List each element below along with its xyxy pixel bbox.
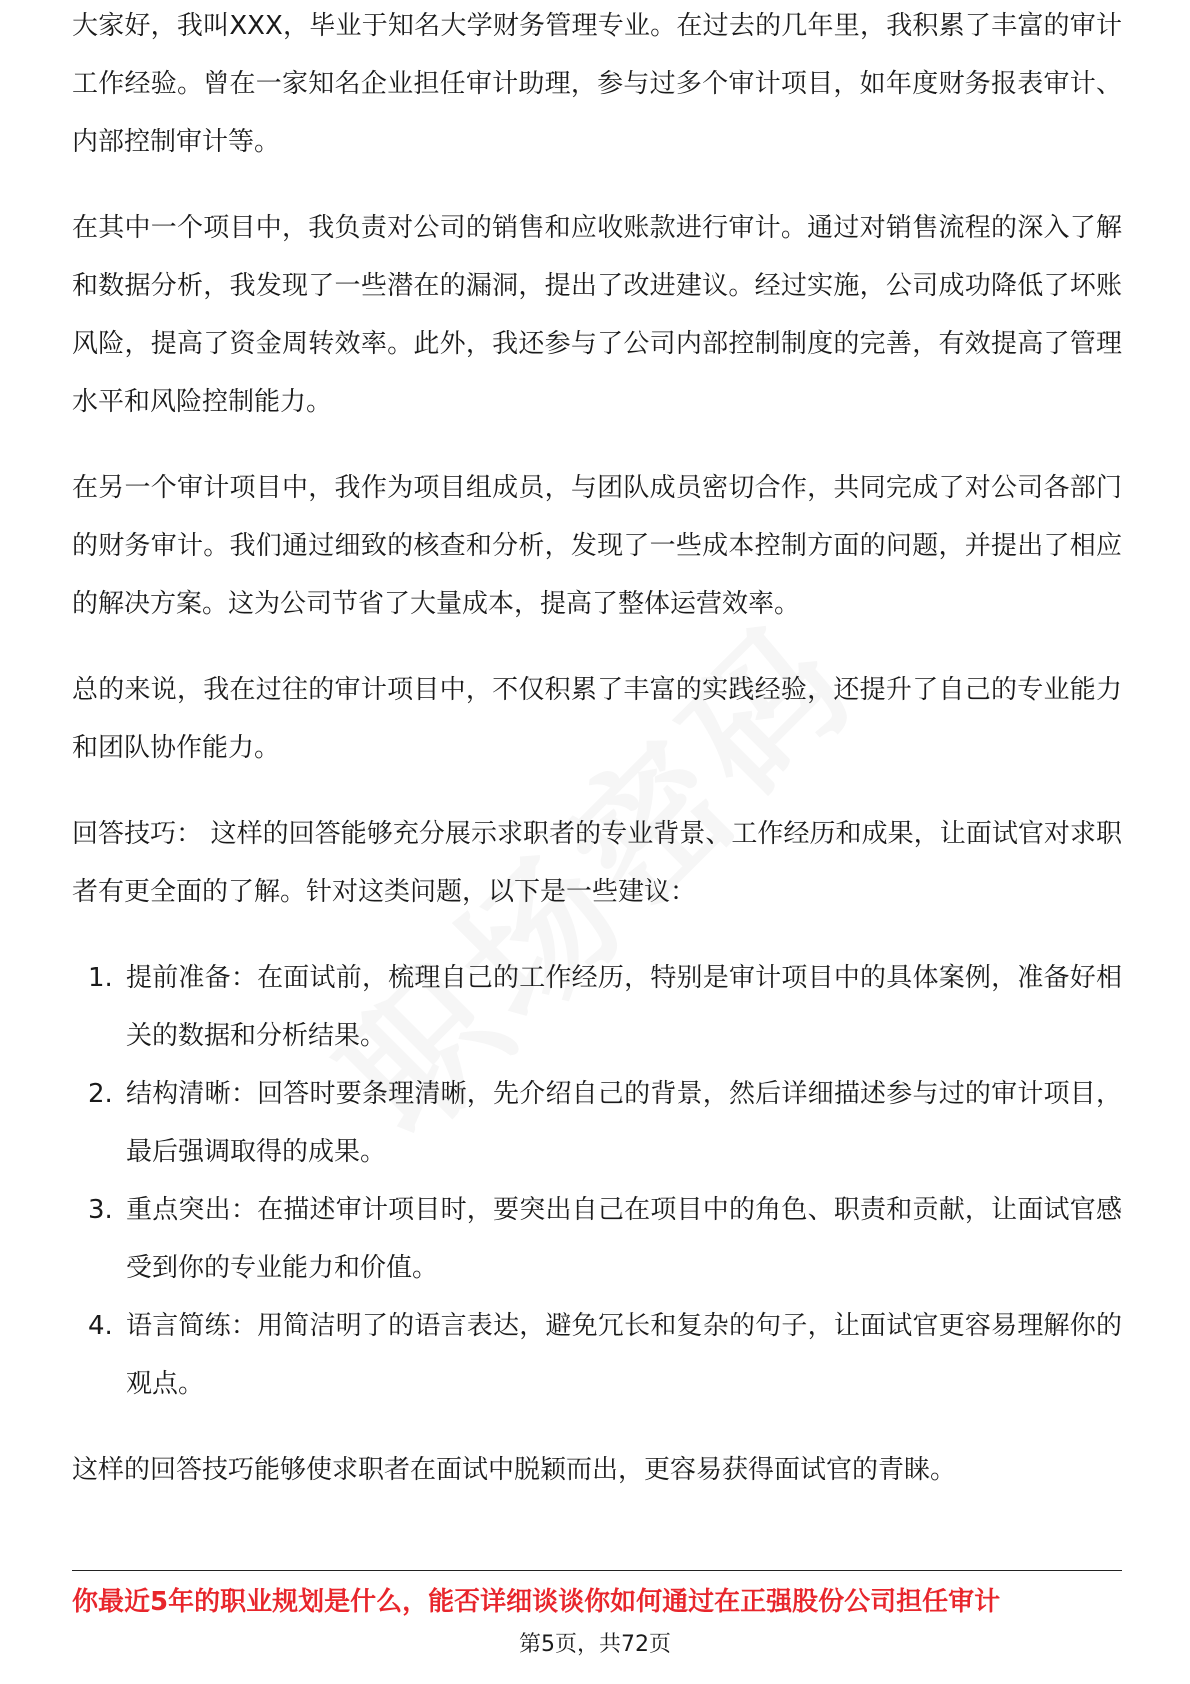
tips-intro-paragraph: 回答技巧： 这样的回答能够充分展示求职者的专业背景、工作经历和成果，让面试官对求职者有更全面的了解。针对这类问题，以下是一些建议： (72, 819, 1122, 907)
list-item-text: 结构清晰：回答时要条理清晰，先介绍自己的背景，然后详细描述参与过的审计项目，最后强调取得的成果。 (126, 1079, 1122, 1167)
project-paragraph-2: 在另一个审计项目中，我作为项目组成员，与团队成员密切合作，共同完成了对公司各部门的财务审计。我们通过细致的核查和分析，发现了一些成本控制方面的问题，并提出了相应的解决方案。这为公司节省了大量成本，提高了整体运营效率。 (72, 473, 1122, 619)
list-item-number: 3. (88, 1195, 113, 1225)
list-item (72, 1181, 1122, 1297)
list-item-text: 重点突出：在描述审计项目时，要突出自己在项目中的角色、职责和贡献，让面试官感受到你的专业能力和价值。 (126, 1195, 1122, 1283)
section-divider (72, 1570, 1122, 1571)
list-item-number: 2. (88, 1079, 113, 1109)
list-item (72, 1065, 1122, 1181)
intro-paragraph: 大家好，我叫XXX，毕业于知名大学财务管理专业。在过去的几年里，我积累了丰富的审计工作经验。曾在一家知名企业担任审计助理，参与过多个审计项目，如年度财务报表审计、内部控制审计等。 (72, 11, 1122, 157)
list-item-number: 4. (88, 1311, 113, 1341)
page-content (72, 11, 1122, 1527)
closing-paragraph: 这样的回答技巧能够使求职者在面试中脱颖而出，更容易获得面试官的青睐。 (72, 1455, 957, 1485)
list-item (72, 1297, 1122, 1413)
next-question-heading: 你最近5年的职业规划是什么，能否详细谈谈你如何通过在正强股份公司担任审计 (72, 1587, 1001, 1617)
page-number: 第5页，共72页 (519, 1632, 671, 1657)
list-item (72, 949, 1122, 1065)
list-item-number: 1. (88, 963, 113, 993)
list-item-text: 提前准备：在面试前，梳理自己的工作经历，特别是审计项目中的具体案例，准备好相关的数据和分析结果。 (126, 963, 1122, 1051)
project-paragraph-1: 在其中一个项目中，我负责对公司的销售和应收账款进行审计。通过对销售流程的深入了解和数据分析，我发现了一些潜在的漏洞，提出了改进建议。经过实施，公司成功降低了坏账风险，提高了资金周转效率。此外，我还参与了公司内部控制制度的完善，有效提高了管理水平和风险控制能力。 (72, 213, 1122, 417)
list-item-text: 语言简练：用简洁明了的语言表达，避免冗长和复杂的句子，让面试官更容易理解你的观点。 (126, 1311, 1122, 1399)
summary-paragraph: 总的来说，我在过往的审计项目中，不仅积累了丰富的实践经验，还提升了自己的专业能力和团队协作能力。 (72, 675, 1122, 763)
tips-list (72, 949, 1122, 1413)
